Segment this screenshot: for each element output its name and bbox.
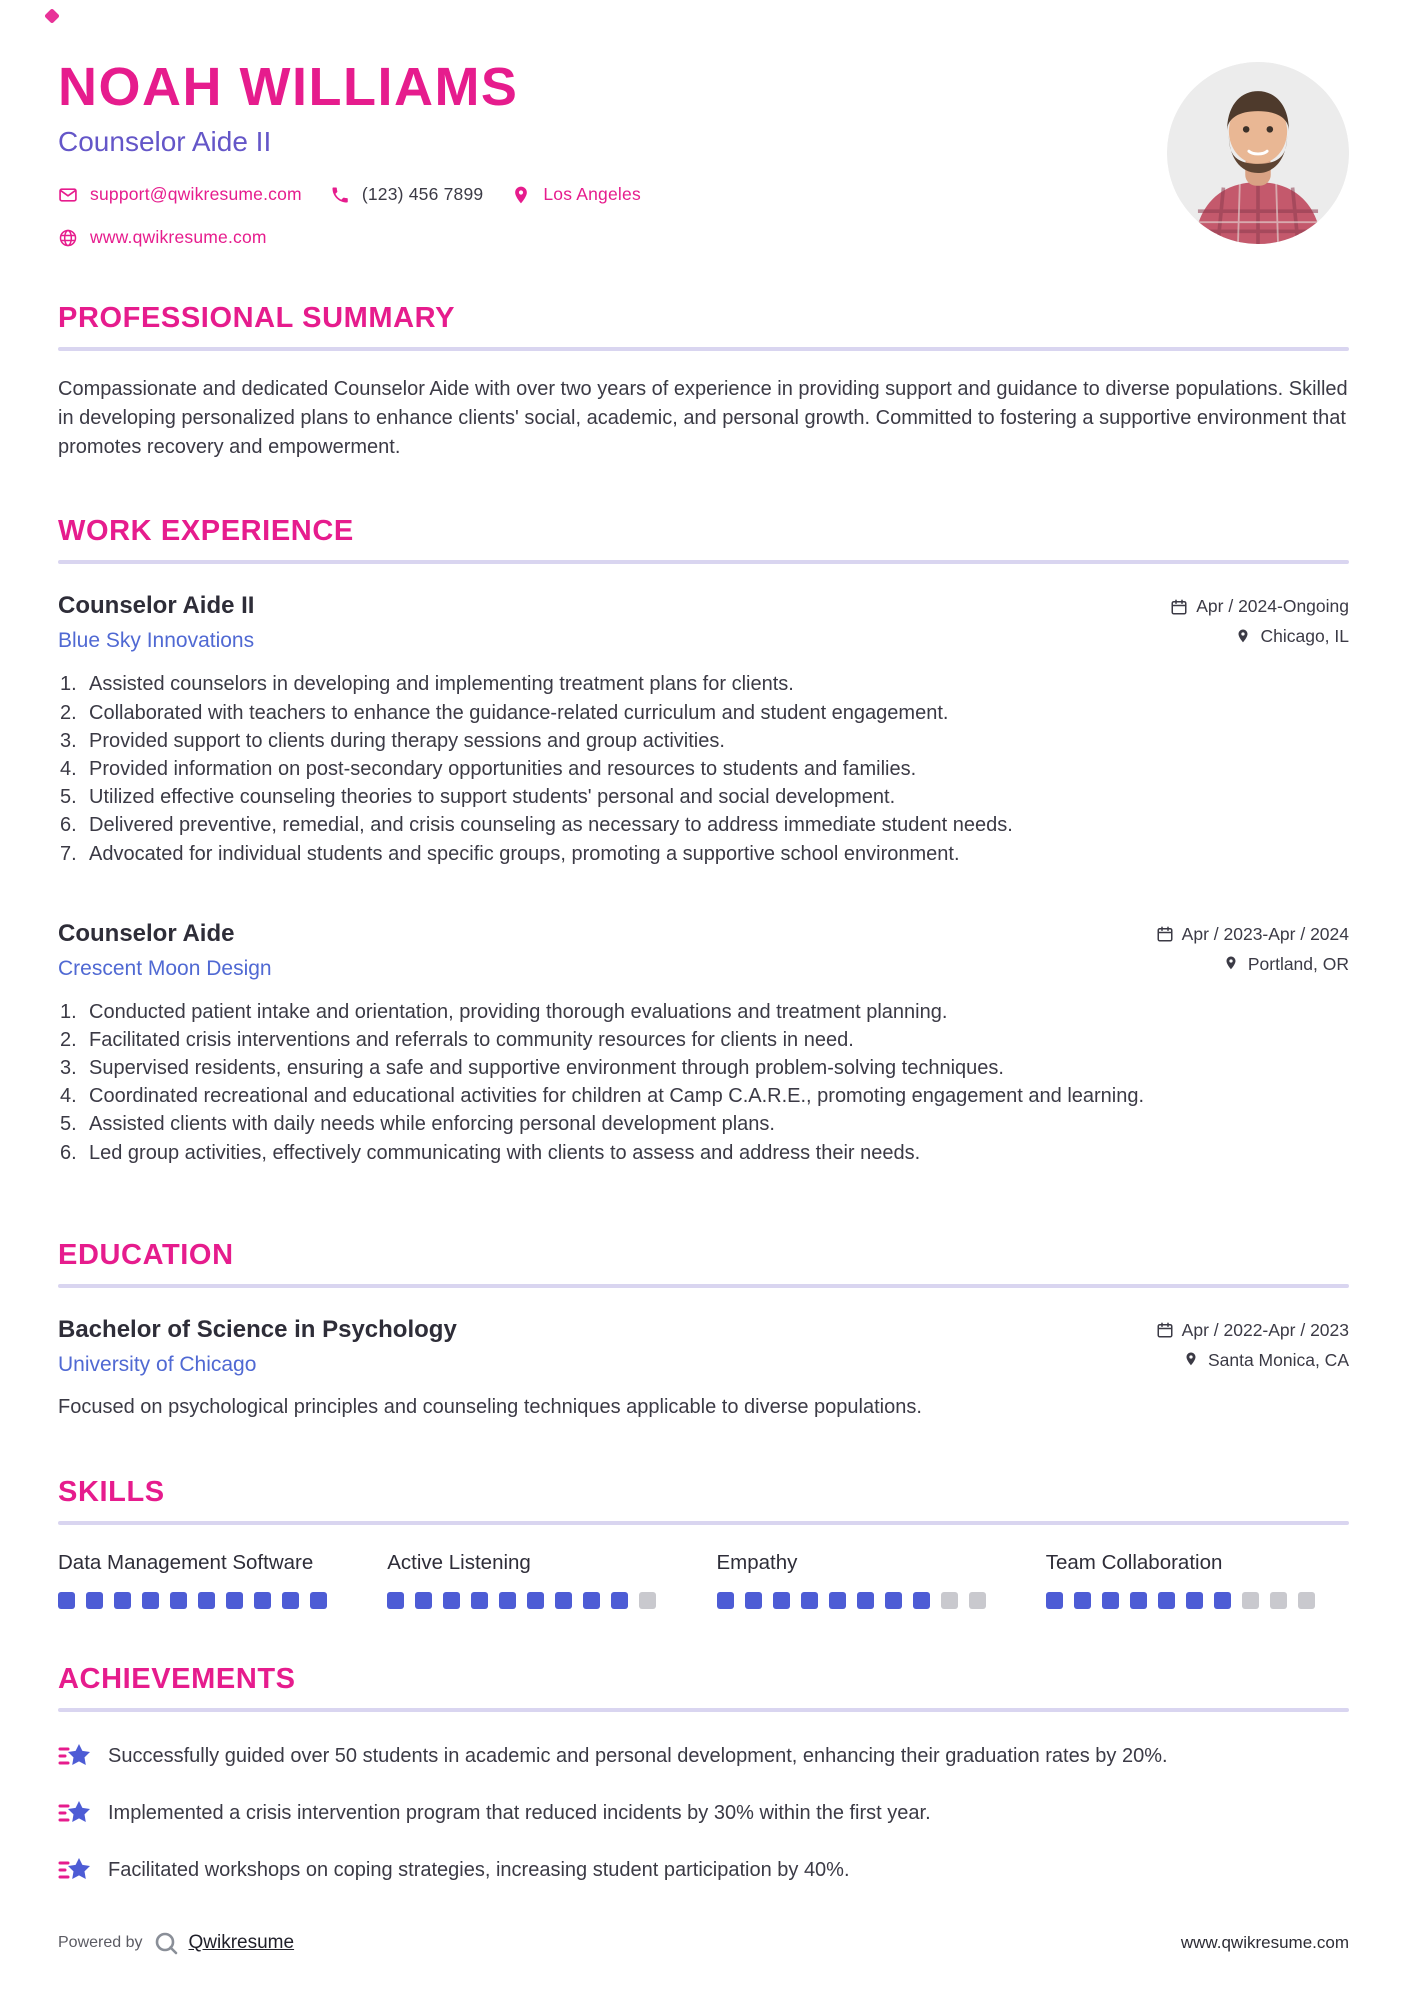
- job-location-row: [1234, 626, 1349, 647]
- powered-by-label: Powered by: [58, 1934, 143, 1951]
- duty-item: Utilized effective counseling theories to support students' personal and social development.: [89, 786, 896, 809]
- duty-item: Assisted clients with daily needs while enforcing personal development plans.: [89, 1113, 775, 1136]
- skills-grid: [58, 1551, 1349, 1609]
- skill-level-bar: [717, 1592, 1020, 1609]
- job-title-block: [58, 592, 254, 653]
- pin-icon: [1182, 1351, 1200, 1369]
- achievement-text: Facilitated workshops on coping strategies, increasing student participation by 40%.: [108, 1858, 850, 1881]
- globe-icon: [58, 228, 78, 248]
- contact-website: [58, 227, 267, 248]
- duty-item: Coordinated recreational and educational activities for children at Camp C.A.R.E., promoting engagement and learning.: [89, 1085, 1145, 1108]
- duty-item: Provided support to clients during therapy sessions and group activities.: [89, 729, 725, 752]
- duty-item: Collaborated with teachers to enhance the guidance-related curriculum and student engagement.: [89, 701, 949, 724]
- skill-level-square: [745, 1592, 762, 1609]
- skill-level-square: [282, 1592, 299, 1609]
- skill-level-square: [829, 1592, 846, 1609]
- job-duties-list: [58, 998, 1349, 1167]
- pin-icon: [1234, 628, 1252, 646]
- skill-level-square: [773, 1592, 790, 1609]
- section-divider: [58, 347, 1349, 351]
- job-meta: [1156, 920, 1349, 975]
- job-meta: [1170, 592, 1349, 647]
- education-dates: Apr / 2022-Apr / 2023: [1181, 1319, 1349, 1340]
- section-skills: [58, 1476, 1349, 1609]
- person-name: NOAH WILLIAMS: [58, 57, 519, 117]
- job-location: Portland, OR: [1247, 953, 1349, 974]
- decorative-corner-mark: [44, 8, 60, 24]
- pin-icon: [1222, 955, 1240, 973]
- skill-item: [58, 1551, 361, 1609]
- education-meta: [1156, 1316, 1349, 1371]
- job-dates: Apr / 2023-Apr / 2024: [1181, 923, 1349, 944]
- skill-level-square: [226, 1592, 243, 1609]
- award-badge-icon: [58, 1740, 90, 1772]
- phone-icon: [330, 185, 350, 205]
- skill-item: [1046, 1551, 1349, 1609]
- profile-photo: [1167, 62, 1349, 244]
- education-entry: [58, 1316, 1349, 1422]
- map-pin-icon: [511, 185, 531, 205]
- contact-phone: [330, 184, 484, 205]
- skill-level-square: [941, 1592, 958, 1609]
- duty-item: Delivered preventive, remedial, and crisis counseling as necessary to address immediate student needs.: [89, 814, 1013, 837]
- contact-row-2: [58, 227, 641, 248]
- skill-level-square: [254, 1592, 271, 1609]
- skill-level-square: [310, 1592, 327, 1609]
- page-footer: [58, 1890, 1349, 1956]
- skill-level-square: [198, 1592, 215, 1609]
- section-achievements: [58, 1663, 1349, 1886]
- envelope-icon: [58, 185, 78, 205]
- education-entry-head: [58, 1316, 1349, 1377]
- skill-name: Empathy: [716, 1550, 798, 1574]
- summary-heading: PROFESSIONAL SUMMARY: [58, 302, 456, 334]
- profile-photo-illustration: [1167, 62, 1349, 244]
- skill-name: Data Management Software: [58, 1550, 314, 1574]
- achievement-text: Successfully guided over 50 students in academic and personal development, enhancing their graduation rates by 20%.: [108, 1744, 1168, 1767]
- job-entry-head: [58, 920, 1349, 981]
- duty-item: Led group activities, effectively communicating with clients to assess and address their needs.: [89, 1141, 921, 1164]
- duty-item: Facilitated crisis interventions and referrals to community resources for clients in need.: [89, 1028, 854, 1051]
- summary-text: Compassionate and dedicated Counselor Aide with over two years of experience in providing support and guidance to diverse populations. Skilled in developing personalized plans to enhance clients' social, academic, and personal growth. Committed to fostering a supportive environment that promotes recovery and empowerment.: [58, 378, 1348, 458]
- achievements-list: [58, 1742, 1349, 1886]
- job-title: Counselor Aide: [58, 919, 235, 947]
- phone-number: (123) 456 7899: [361, 184, 484, 204]
- skill-level-square: [1158, 1592, 1175, 1609]
- skill-item: [717, 1551, 1020, 1609]
- job-company: Crescent Moon Design: [58, 956, 272, 980]
- skill-level-square: [857, 1592, 874, 1609]
- skill-level-square: [801, 1592, 818, 1609]
- duty-item: Supervised residents, ensuring a safe and supportive environment through problem-solving techniques.: [89, 1057, 1004, 1080]
- qwikresume-brand-link[interactable]: Qwikresume: [188, 1932, 295, 1953]
- skill-level-square: [913, 1592, 930, 1609]
- skill-name: Active Listening: [387, 1550, 531, 1574]
- skill-level-square: [717, 1592, 734, 1609]
- education-description: Focused on psychological principles and counseling techniques applicable to diverse populations.: [58, 1395, 922, 1418]
- section-divider: [58, 1284, 1349, 1288]
- education-location-row: [1182, 1350, 1349, 1371]
- section-education: [58, 1239, 1349, 1422]
- skill-level-square: [86, 1592, 103, 1609]
- job-dates-row: [1156, 924, 1349, 945]
- degree-title: Bachelor of Science in Psychology: [58, 1315, 457, 1343]
- skill-level-square: [555, 1592, 572, 1609]
- skill-level-square: [114, 1592, 131, 1609]
- skill-level-square: [142, 1592, 159, 1609]
- job-dates-row: [1170, 596, 1349, 617]
- duty-item: Assisted counselors in developing and implementing treatment plans for clients.: [89, 673, 794, 696]
- job-company: Blue Sky Innovations: [58, 629, 255, 653]
- education-dates-row: [1156, 1320, 1349, 1341]
- skill-level-square: [1214, 1592, 1231, 1609]
- section-divider: [58, 560, 1349, 564]
- skill-level-square: [611, 1592, 628, 1609]
- job-entry-1: [58, 592, 1349, 867]
- job-entry-2: [58, 920, 1349, 1167]
- header-identity: [58, 56, 641, 248]
- skill-level-bar: [1046, 1592, 1349, 1609]
- job-duties-list: [58, 670, 1349, 867]
- award-badge-icon: [58, 1854, 90, 1886]
- contact-row-1: [58, 184, 641, 205]
- job-location-row: [1222, 954, 1349, 975]
- education-title-block: [58, 1316, 457, 1377]
- section-work-experience: [58, 515, 1349, 1166]
- footer-website-link[interactable]: www.qwikresume.com: [1180, 1933, 1349, 1952]
- skill-level-square: [1298, 1592, 1315, 1609]
- duty-item: Provided information on post-secondary opportunities and resources to students and families.: [89, 757, 917, 780]
- achievements-heading: ACHIEVEMENTS: [58, 1662, 296, 1695]
- skill-level-square: [1242, 1592, 1259, 1609]
- achievement-item: [58, 1799, 1349, 1829]
- skill-level-square: [387, 1592, 404, 1609]
- section-divider: [58, 1708, 1349, 1712]
- school-name: University of Chicago: [58, 1352, 257, 1376]
- job-title-block: [58, 920, 272, 981]
- section-professional-summary: [58, 302, 1349, 461]
- education-heading: EDUCATION: [58, 1238, 234, 1271]
- skill-level-bar: [58, 1592, 361, 1609]
- skill-level-square: [639, 1592, 656, 1609]
- skill-level-square: [969, 1592, 986, 1609]
- contact-email: [58, 184, 302, 205]
- calendar-icon: [1170, 598, 1188, 616]
- section-divider: [58, 1521, 1349, 1525]
- skill-level-square: [527, 1592, 544, 1609]
- calendar-icon: [1156, 925, 1174, 943]
- calendar-icon: [1156, 1321, 1174, 1339]
- skill-level-square: [1074, 1592, 1091, 1609]
- skill-level-square: [1270, 1592, 1287, 1609]
- contact-location: [511, 184, 641, 205]
- person-job-title: Counselor Aide II: [58, 126, 272, 157]
- achievement-item: [58, 1856, 1349, 1886]
- website-link[interactable]: www.qwikresume.com: [90, 227, 267, 247]
- duty-item: Conducted patient intake and orientation, providing thorough evaluations and treatment planning.: [89, 1000, 948, 1023]
- skill-level-square: [885, 1592, 902, 1609]
- email-link[interactable]: support@qwikresume.com: [90, 184, 302, 204]
- skill-level-bar: [387, 1592, 690, 1609]
- skill-level-square: [471, 1592, 488, 1609]
- skill-level-square: [443, 1592, 460, 1609]
- skill-level-square: [583, 1592, 600, 1609]
- job-entry-head: [58, 592, 1349, 653]
- skill-level-square: [1130, 1592, 1147, 1609]
- skill-item: [387, 1551, 690, 1609]
- powered-by-block: [58, 1930, 294, 1956]
- experience-heading: WORK EXPERIENCE: [58, 515, 354, 548]
- skills-heading: SKILLS: [58, 1475, 165, 1508]
- job-title: Counselor Aide II: [58, 592, 255, 620]
- skill-level-square: [415, 1592, 432, 1609]
- resume-header: [58, 56, 1349, 248]
- skill-level-square: [499, 1592, 516, 1609]
- award-badge-icon: [58, 1797, 90, 1829]
- location-text: Los Angeles: [543, 184, 641, 204]
- duty-item: Advocated for individual students and specific groups, promoting a supportive school environment.: [89, 842, 960, 865]
- contact-info: [58, 184, 641, 248]
- skill-level-square: [1046, 1592, 1063, 1609]
- education-location: Santa Monica, CA: [1207, 1349, 1349, 1370]
- skill-level-square: [58, 1592, 75, 1609]
- skill-level-square: [1102, 1592, 1119, 1609]
- job-dates: Apr / 2024-Ongoing: [1196, 596, 1349, 617]
- skill-level-square: [170, 1592, 187, 1609]
- skill-name: Team Collaboration: [1045, 1550, 1223, 1574]
- qwikresume-logo-icon: [153, 1930, 179, 1956]
- achievement-text: Implemented a crisis intervention program that reduced incidents by 30% within the first year.: [108, 1801, 931, 1824]
- job-location: Chicago, IL: [1260, 626, 1349, 647]
- skill-level-square: [1186, 1592, 1203, 1609]
- achievement-item: [58, 1742, 1349, 1772]
